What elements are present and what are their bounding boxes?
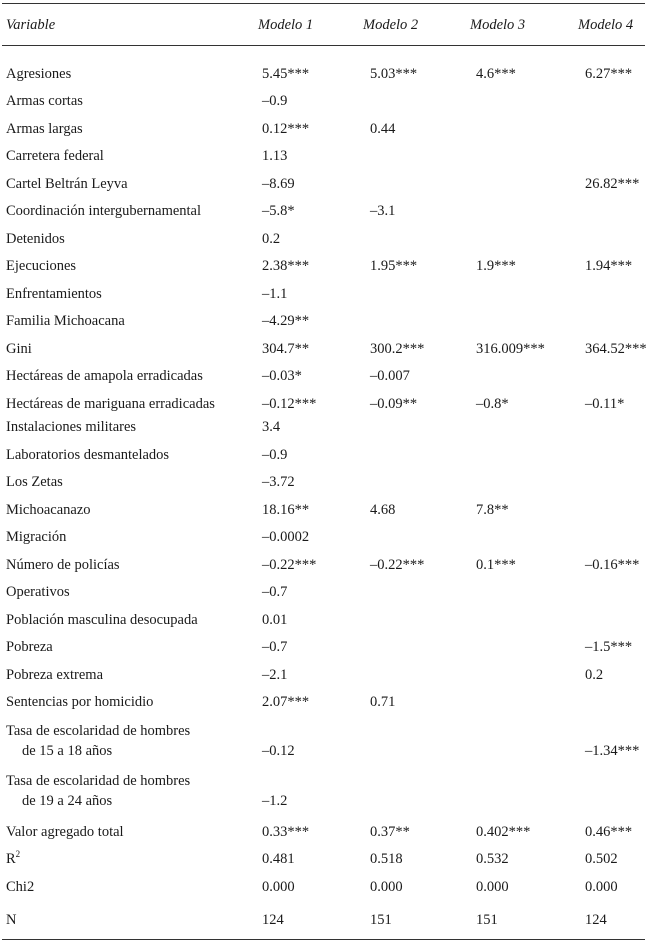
cell-modelo-1: –1.1 [262, 286, 288, 302]
cell-modelo-4: –0.16*** [585, 557, 640, 573]
row-label-text: Instalaciones militares [6, 419, 137, 435]
cell-modelo-1: 0.12*** [262, 121, 310, 137]
row-label-text: Ejecuciones [6, 258, 77, 274]
row-label-text: Armas cortas [6, 93, 83, 109]
cell-modelo-1: 5.45*** [262, 66, 310, 82]
cell-modelo-4: 364.52*** [585, 341, 647, 357]
row-label-text: Cartel Beltrán Leyva [6, 176, 128, 192]
cell-modelo-1: 3.4 [262, 419, 281, 435]
cell-modelo-1: –0.22*** [262, 557, 317, 573]
header-variable: Variable [6, 17, 56, 33]
row-label [6, 149, 104, 164]
cell-modelo-4: 26.82*** [585, 176, 640, 192]
row-label-text: Población masculina desocupada [6, 612, 198, 628]
cell-modelo-4: 0.2 [585, 667, 604, 683]
cell-modelo-1: –2.1 [262, 667, 288, 683]
row-label-text: Coordinación intergubernamental [6, 203, 202, 219]
cell-modelo-3: –0.8* [476, 396, 509, 412]
cell-modelo-4: –1.5*** [585, 639, 633, 655]
row-label [6, 613, 198, 628]
cell-modelo-3: 0.1*** [476, 557, 516, 573]
row-label [6, 695, 153, 710]
cell-modelo-2: 1.95*** [370, 258, 418, 274]
cell-modelo-4: 0.000 [585, 879, 618, 895]
header-modelo-3: Modelo 3 [470, 17, 526, 33]
row-label-text: Migración [6, 529, 67, 545]
cell-modelo-2: 0.44 [370, 121, 396, 137]
cell-modelo-1: 18.16** [262, 502, 310, 518]
row-label [6, 314, 125, 329]
cell-modelo-4: 6.27*** [585, 66, 633, 82]
row-label-text: Enfrentamientos [6, 286, 102, 302]
cell-modelo-1: –0.12*** [262, 396, 317, 412]
row-label [6, 825, 124, 840]
cell-modelo-3: 0.000 [476, 879, 509, 895]
row-label [6, 448, 169, 463]
row-label-text: Pobreza extrema [6, 667, 104, 683]
header-modelo-2: Modelo 2 [363, 17, 419, 33]
cell-modelo-1: 304.7** [262, 341, 310, 357]
row-label-text: Familia Michoacana [6, 313, 125, 329]
cell-modelo-1: –0.9 [262, 93, 288, 109]
cell-modelo-4: 1.94*** [585, 258, 633, 274]
row-label-text: Carretera federal [6, 148, 104, 164]
row-label-text: Sentencias por homicidio [6, 694, 154, 710]
row-label-text: Operativos [6, 584, 70, 600]
row-label-text: Agresiones [6, 66, 72, 82]
row-label-text: Tasa de escolaridad de hombres [6, 773, 191, 789]
row-label-text: Valor agregado total [6, 824, 124, 840]
row-label [6, 558, 120, 573]
row-label [6, 232, 65, 247]
row-label-text: Pobreza [6, 639, 53, 655]
cell-modelo-2: 0.37** [370, 824, 410, 840]
row-label [6, 880, 34, 895]
cell-modelo-1: 0.33*** [262, 824, 310, 840]
cell-modelo-2: 4.68 [370, 502, 396, 518]
cell-modelo-1: –8.69 [262, 176, 295, 192]
row-label [6, 67, 71, 82]
cell-modelo-3: 1.9*** [476, 258, 516, 274]
row-label-text: Hectáreas de amapola erradicadas [6, 368, 203, 384]
cell-modelo-1: –3.72 [262, 474, 295, 490]
cell-modelo-1: 124 [262, 912, 284, 928]
row-label-text: Tasa de escolaridad de hombres [6, 723, 191, 739]
row-label-text: Chi2 [6, 879, 35, 895]
cell-modelo-2: 151 [370, 912, 392, 928]
header-modelo-4: Modelo 4 [578, 17, 634, 33]
row-label [6, 503, 91, 518]
row-label-text: N [6, 912, 17, 928]
row-label [6, 342, 32, 357]
row-label-continuation: de 19 a 24 años [22, 793, 113, 809]
row-label [6, 397, 215, 412]
row-label [6, 287, 102, 302]
header-modelo-1: Modelo 1 [258, 17, 314, 33]
cell-modelo-1: –0.03* [262, 368, 302, 384]
row-label-superscript: 2 [15, 849, 21, 859]
row-label [6, 204, 201, 219]
row-label-text: Gini [6, 341, 32, 357]
cell-modelo-1: 1.13 [262, 148, 288, 164]
row-label [6, 420, 136, 435]
row-label [6, 94, 83, 109]
row-label [6, 849, 21, 867]
cell-modelo-1: 0.481 [262, 851, 295, 867]
top-rule [2, 3, 645, 4]
row-label-continuation: de 15 a 18 años [22, 743, 113, 759]
row-label [6, 122, 83, 137]
row-label-text: Michoacanazo [6, 502, 91, 518]
cell-modelo-2: –3.1 [370, 203, 396, 219]
row-label-text: Armas largas [6, 121, 83, 137]
row-label-text: Hectáreas de mariguana erradicadas [6, 396, 215, 412]
cell-modelo-1: –0.7 [262, 639, 288, 655]
cell-modelo-1: –1.2 [262, 793, 288, 809]
cell-modelo-1: –0.0002 [262, 529, 310, 545]
bottom-rule [2, 939, 645, 940]
cell-modelo-2: –0.22*** [370, 557, 425, 573]
cell-modelo-1: –0.9 [262, 447, 288, 463]
cell-modelo-4: –1.34*** [585, 743, 640, 759]
cell-modelo-3: 0.402*** [476, 824, 531, 840]
cell-modelo-3: 7.8** [476, 502, 509, 518]
row-label-text: Detenidos [6, 231, 65, 247]
row-label [6, 668, 103, 683]
row-label [6, 640, 53, 655]
row-label [6, 177, 128, 192]
row-label-text: R [6, 851, 16, 867]
cell-modelo-1: 0.01 [262, 612, 288, 628]
cell-modelo-2: –0.007 [370, 368, 410, 384]
row-label-text: Laboratorios desmantelados [6, 447, 170, 463]
row-label [6, 530, 66, 545]
cell-modelo-1: –0.7 [262, 584, 288, 600]
row-label [6, 369, 203, 384]
row-label [6, 585, 70, 600]
cell-modelo-2: 0.518 [370, 851, 403, 867]
cell-modelo-2: –0.09** [370, 396, 418, 412]
row-label-text: Los Zetas [6, 474, 63, 490]
cell-modelo-4: –0.11* [585, 396, 625, 412]
header-rule [2, 45, 645, 46]
cell-modelo-2: 0.71 [370, 694, 396, 710]
cell-modelo-1: 2.38*** [262, 258, 310, 274]
cell-modelo-3: 151 [476, 912, 498, 928]
cell-modelo-3: 316.009*** [476, 341, 545, 357]
cell-modelo-1: –4.29** [262, 313, 310, 329]
cell-modelo-1: 2.07*** [262, 694, 310, 710]
cell-modelo-1: –5.8* [262, 203, 295, 219]
cell-modelo-4: 0.502 [585, 851, 618, 867]
row-label [6, 724, 190, 739]
cell-modelo-2: 0.000 [370, 879, 403, 895]
row-label [6, 475, 63, 490]
cell-modelo-2: 5.03*** [370, 66, 418, 82]
cell-modelo-1: –0.12 [262, 743, 295, 759]
row-label [6, 259, 76, 274]
row-label [6, 774, 190, 789]
cell-modelo-3: 4.6*** [476, 66, 516, 82]
row-label-text: Número de policías [6, 557, 120, 573]
cell-modelo-1: 0.000 [262, 879, 295, 895]
cell-modelo-1: 0.2 [262, 231, 281, 247]
cell-modelo-4: 0.46*** [585, 824, 633, 840]
cell-modelo-4: 124 [585, 912, 607, 928]
cell-modelo-2: 300.2*** [370, 341, 425, 357]
row-label [6, 913, 16, 928]
cell-modelo-3: 0.532 [476, 851, 509, 867]
